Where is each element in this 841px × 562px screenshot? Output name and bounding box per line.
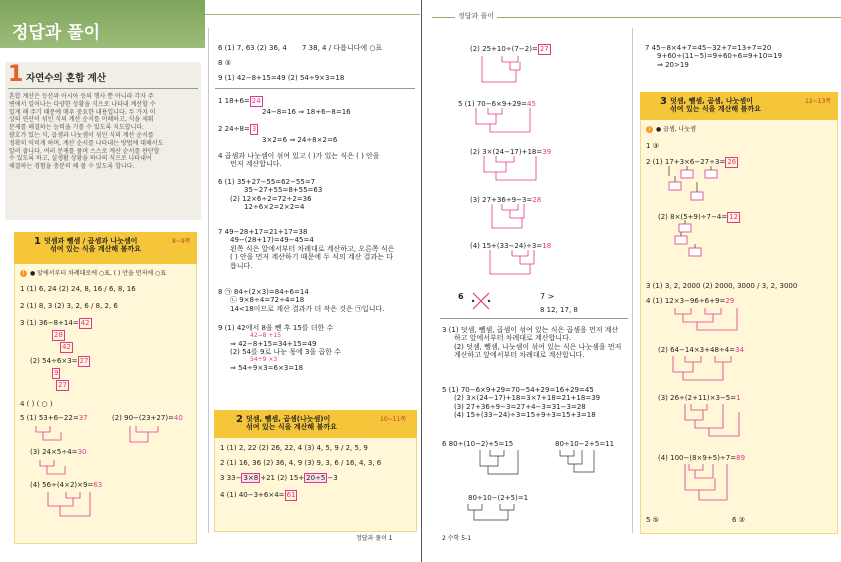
col3-r5-line4: (4) 15+(33−24)÷3=15+9÷3=15+3=18: [454, 411, 596, 420]
sec1-answer-3b-box: 27: [79, 357, 89, 365]
sec3-answer-4b-result: 34: [735, 346, 745, 354]
col3-calc-order-diagram: [462, 52, 582, 292]
section3-note-text: ● 곱셈, 나눗셈: [656, 126, 696, 133]
col3-r5b-result: 39: [542, 148, 552, 156]
center-divider: [421, 0, 422, 562]
col2-q6-line3: (2) 12×6÷2=72÷2=36: [230, 194, 312, 203]
col2-q7-line2: 49−(28+17)=49−45=4: [230, 236, 314, 245]
section3-pages: 12~13쪽: [805, 98, 832, 105]
sec2-answer-2: 2 (1) 16, 36 (2) 36, 4, 9 (3) 9, 3, 6 / 16, 4, 3, 6: [220, 459, 382, 467]
sec1-answer-3b-expr: (2) 54÷6×3=: [30, 357, 78, 365]
section2-title-line2: 섞여 있는 식을 계산해 볼까요: [246, 423, 337, 432]
intro-rule: [8, 88, 198, 89]
intro-line: 혼합 계산은 등산과 아시아 등의 행사 뿐 아니라 각자 주: [9, 93, 154, 100]
section3-title: [670, 97, 761, 114]
col2-q2-expr: 2 24÷8=: [218, 125, 250, 133]
col3-r6c: 80÷10−(2+5)=1: [468, 494, 529, 502]
intro-line: 문제를 해결하는 능력을 기를 수 있도록 지도합니다.: [9, 124, 145, 132]
col2-q1-box: 24: [251, 97, 261, 105]
intro-line: 상의 연산이 섞인 식의 계산 순서를 이해하고, 식을 세워: [9, 116, 154, 124]
sec1-answer-5a-expr: 5 (1) 53+6−22=: [20, 414, 79, 422]
col3-r5a-expr: 5 (1) 70−6×9+29=: [458, 100, 528, 108]
intro-title: 자연수의 혼합 계산: [26, 73, 107, 84]
sec1-answer-5c-expr: (3) 24×5÷4=: [30, 448, 78, 456]
col2-q6-line1: 6 (1) 35+27−55=62−55=7: [218, 178, 316, 186]
col2-q7-line4: ( ) 안을 먼저 계산하기 때문에 두 식의 계산 결과는 다: [230, 253, 393, 262]
col3-r6b: 80÷10−2+5=11: [555, 440, 615, 448]
col2-q8: [218, 288, 416, 313]
col3-r5-line1: 5 (1) 70−6×9+29=70−54+29=16+29=45: [442, 386, 594, 394]
col2-q9-sub1: 42−8 +15: [250, 332, 282, 340]
col2-top-8: 8 ③: [218, 59, 231, 67]
sec1-3b-step2: 27: [58, 381, 67, 389]
title-rule: [205, 14, 420, 15]
order-bracket: [673, 356, 731, 380]
col2-q4: [218, 152, 416, 169]
section1-pages: 8~9쪽: [172, 238, 191, 245]
col3-r8: 8 12, 17, 8: [540, 306, 578, 314]
sec1-answer-3b: [30, 356, 90, 367]
col2-q9-line4: ⇒ 54÷9×3=6×3=18: [230, 363, 304, 372]
col2-q9-line3: (2) 54를 9로 나눈 몫에 3을 곱한 수: [230, 347, 341, 356]
intro-number: 1: [8, 62, 24, 87]
sec1-answer-5c-result: 30: [77, 448, 87, 456]
intro-line: 수 있도록 하고, 실생활 상황을 하나의 식으로 나타내어: [9, 155, 152, 163]
page-title: 정답과 풀이: [12, 23, 101, 43]
col2-rule: [215, 88, 415, 89]
order-bracket: [482, 56, 520, 82]
sec1-answer-4: 4 ( ) ( ○ ): [20, 400, 53, 408]
sec1-3a-step1: 28: [54, 331, 63, 339]
sec3-answer-4a-expr: 4 (1) 12×3−96÷6+9=: [646, 297, 726, 305]
step-box: [679, 224, 691, 232]
note-icon: !: [20, 270, 27, 277]
sec3-answer-4c-result: 1: [736, 394, 741, 402]
col3-r5-line3: (3) 27+36÷9−3=27+4−3=31−3=28: [454, 402, 586, 411]
section1-note-text: ● 앞에서부터 차례대로에 ○표, ( ) 안을 먼저에 ○표: [30, 270, 167, 277]
col4-t7-line1: 7 45−8×4+7=45−32+7=13+7=20: [645, 44, 772, 52]
col3-r3-line1: 3 (1) 덧셈, 뺄셈, 곱셈이 섞여 있는 식은 곱셈을 먼저 계산: [442, 326, 619, 334]
col3-r5c-expr: (3) 27+36÷9−3=: [470, 196, 533, 204]
col3-r5c-result: 28: [532, 196, 542, 204]
sec3-answer-4c-expr: (3) 26÷(2+11)×3−5=: [658, 394, 737, 402]
col2-q2-box: 3: [251, 125, 257, 133]
col3-r6-diagram: [460, 450, 630, 530]
sec1-calc-order-diagram: [18, 420, 198, 530]
sec3-q2-diagram: [655, 166, 765, 276]
sec2-answer-3-start: 3 33−: [220, 474, 242, 482]
intro-line: 괄호가 있는 식, 곱셈과 나눗셈이 섞인 식의 계산 순서를: [9, 131, 154, 139]
col3-r6a: 6 80÷(10−2)+5=15: [442, 440, 514, 448]
col4-t7-line3: ⇒ 20>19: [657, 60, 689, 69]
col2-q9-sub2: 54÷9 ×3: [250, 356, 278, 364]
col2-q1-line2: 24−8=16 ⇒ 18+6−8=16: [262, 108, 351, 116]
col3-r2-box: 27: [539, 45, 549, 53]
col3-r5-lines: [442, 386, 600, 420]
step-box: [705, 170, 717, 178]
col2-q1-expr: 1 18+6=: [218, 97, 250, 105]
step-box: [675, 236, 687, 244]
sec3-answer-4d-expr: (4) 100−(8×9+5)÷7=: [658, 454, 737, 462]
order-bracket: [484, 156, 536, 180]
sec2-answer-4: [220, 490, 297, 501]
section1-number: 1: [34, 236, 41, 247]
order-bracket: [476, 108, 530, 132]
step-box: [681, 170, 693, 178]
col2-q6-line4: 12÷6×2=2×2=4: [244, 203, 305, 212]
col2-top-9: 9 (1) 42−8+15=49 (2) 54÷9×3=18: [218, 74, 345, 82]
sec2-answer-1: 1 (1) 2, 22 (2) 26, 22, 4 (3) 4, 5, 9 / 2, 5, 9: [220, 444, 368, 452]
sec1-answer-5d-expr: (4) 56÷(4×2)×9=: [30, 481, 94, 489]
left-footer: 정답과 풀이 1: [356, 535, 393, 542]
sec1-answer-1: 1 (1) 6, 24 (2) 24, 8, 16 / 6, 8, 16: [20, 285, 136, 293]
col2-q1: [218, 96, 263, 107]
col3-r6: 6: [458, 292, 464, 301]
order-bracket: [468, 504, 514, 520]
col2-q2-line2: 3×2=6 ⇒ 24÷8×2=6: [262, 136, 338, 144]
sec3-answer-3: 3 (1) 3, 2, 2000 (2) 2000, 3000 / 3, 2, 3000: [646, 282, 798, 290]
sec3-answer-4a-result: 29: [725, 297, 735, 305]
col3-r3-line2: 하고 앞에서부터 차례대로 계산합니다.: [454, 334, 572, 343]
step-box: [669, 182, 681, 190]
col2-q7: [218, 228, 416, 270]
section1-note: [20, 270, 166, 278]
section3-note: [646, 126, 696, 134]
right-footer: 2 수학 5-1: [442, 535, 472, 542]
order-bracket: [130, 426, 158, 442]
col2-q9-line2: ⇒ 42−8+15=34+15=49: [230, 339, 317, 348]
col3-r5d-expr: (4) 15+(33−24)÷3=: [470, 242, 543, 250]
sec1-answer-3a-box: 42: [80, 319, 90, 327]
order-bracket: [492, 204, 524, 228]
sec3-answer-2a-expr: 2 (1) 17+3×6−27÷3=: [646, 158, 726, 166]
col2-q4-line2: 먼저 계산합니다.: [230, 160, 282, 169]
section2-title: [246, 415, 337, 432]
order-bracket: [560, 450, 594, 472]
col-divider-left: [208, 28, 209, 533]
col4-t7: [645, 44, 782, 69]
sec2-answer-3-highlight: 3×8: [243, 474, 259, 482]
col2-q4-line1: 4 곱셈과 나눗셈이 섞여 있고 ( )가 있는 식은 ( ) 안을: [218, 152, 380, 160]
col3-r3: [442, 326, 630, 360]
sec3-answer-1: 1 ③: [646, 142, 659, 150]
col-divider-right: [632, 28, 633, 533]
col2-top-7: 7 38, 4 / 다릅니다에 ○표: [302, 44, 383, 52]
col2-q9: [218, 324, 416, 372]
col2-q8-line2: ㉡ 9×8÷4=72÷4=18: [230, 296, 305, 305]
sec3-answer-5: 5 ⑤: [646, 516, 659, 524]
col2-q7-line1: 7 49−28+17=21+17=38: [218, 228, 308, 236]
col2-q7-line3: 왼쪽 식은 앞에서부터 차례대로 계산하고, 오른쪽 식은: [230, 244, 395, 253]
sec2-answer-3: [220, 474, 338, 482]
sec1-answer-5b-expr: (2) 90−(23+27)=: [112, 414, 174, 422]
section1-title: [44, 237, 141, 254]
order-bracket: [685, 464, 727, 500]
right-header-title: 정답과 풀이: [455, 12, 497, 20]
col3-r3-line4: 계산하고 앞에서부터 차례대로 계산합니다.: [454, 351, 585, 360]
col2-q9-line1: 9 (1) 42에서 8을 뺀 후 15를 더한 수: [218, 324, 334, 332]
order-bracket: [480, 450, 518, 474]
col2-q6-line2: 35−27+55=8+55=63: [244, 186, 323, 195]
sec3-answer-4d-result: 89: [736, 454, 746, 462]
sec3-answer-2b-box: 12: [729, 213, 739, 221]
sec1-answer-3a: [20, 318, 92, 329]
sec3-q4-diagram: [665, 304, 785, 514]
sec3-answer-6: 6 ③: [732, 516, 745, 524]
step-box: [689, 248, 701, 256]
sec1-answer-3a-expr: 3 (1) 36−8+14=: [20, 319, 79, 327]
col2-q8-line3: 14<18이므로 계산 결과가 더 작은 것은 ㉠입니다.: [230, 304, 385, 313]
order-bracket: [675, 308, 737, 330]
intro-text: [9, 93, 197, 171]
intro-line: 변에서 일어나는 다양한 상황을 식으로 나타내 계산할 수: [9, 100, 156, 108]
col2-q2: [218, 124, 258, 135]
intro-line: 있게 해 주기 때문에 매우 중요한 내용입니다. 두 가지 이: [9, 108, 156, 116]
sec2-answer-3-highlight2: 20÷5: [306, 474, 326, 482]
col3-r5d-result: 18: [542, 242, 552, 250]
sec3-answer-2b-expr: (2) 8×(5+9)÷7−4=: [658, 213, 728, 221]
sec3-answer-2a-box: 26: [727, 158, 737, 166]
section3-title-line2: 섞여 있는 식을 계산해 볼까요: [670, 105, 761, 114]
sec2-answer-4-expr: 4 (1) 40−3+6×4=: [220, 491, 285, 499]
sec2-answer-3-end: +21 (2) 15+: [260, 474, 305, 482]
section2-title-line1: 덧셈, 뺄셈, 곱셈(나눗셈)이: [246, 415, 331, 423]
col3-rule: [440, 318, 628, 319]
sec1-3b-step1: 9: [54, 369, 59, 377]
sec1-answer-5a-result: 37: [78, 414, 88, 422]
sec1-answer-5d-result: 63: [93, 481, 103, 489]
sec3-answer-4b-expr: (2) 64−14×3+48÷4=: [658, 346, 736, 354]
section1-title-line2: 섞여 있는 식을 계산해 볼까요: [50, 245, 141, 254]
col3-r2-expr: (2) 25+10÷(7−2)=: [470, 45, 538, 53]
sec2-answer-4-box: 61: [286, 491, 296, 499]
col2-q7-line5: 릅니다.: [230, 261, 253, 270]
col2-top-6: 6 (1) 7, 63 (2) 36, 4: [218, 44, 287, 52]
section1-title-line1: 덧셈과 뺄셈 / 곱셈과 나눗셈이: [44, 237, 138, 245]
col2-q8-line1: 8 ㉠ 84÷(2×3)=84÷6=14: [218, 288, 309, 296]
order-bracket: [685, 404, 739, 436]
order-bracket: [40, 460, 65, 474]
order-bracket: [36, 426, 61, 440]
intro-line: 해결하는 경험을 충분히 해 볼 수 있도록 합니다.: [9, 163, 135, 171]
section3-number: 3: [660, 96, 667, 107]
note-icon: !: [646, 126, 653, 133]
col3-r7: 7 >: [540, 292, 555, 301]
section2-pages: 10~11쪽: [380, 416, 407, 423]
section3-title-line1: 덧셈, 뺄셈, 곱셈, 나눗셈이: [670, 97, 753, 105]
intro-line: 정확히 익히게 하며, 계산 순서를 나타내는 방법에 대해서도: [9, 139, 164, 147]
sec2-answer-3-end2: −3: [327, 474, 338, 482]
col3-r3-line3: (2) 덧셈, 뺄셈, 나눗셈이 섞여 있는 식은 나눗셈을 먼저: [454, 342, 622, 351]
step-box: [691, 192, 703, 200]
order-bracket: [490, 250, 534, 274]
cross-mark-icon: [470, 290, 492, 312]
col3-r5b-expr: (2) 3×(24−17)+18=: [470, 148, 543, 156]
intro-line: 알려 줍니다. 여러 문제를 풀며 스스로 계산 순서를 판단할: [9, 147, 160, 155]
col4-t7-line2: 9+60÷(11−5)=9+60÷6=9+10=19: [657, 52, 783, 61]
section2-number: 2: [236, 414, 243, 425]
col3-r5-line2: (2) 3×(24−17)+18=3×7+18=21+18=39: [454, 394, 601, 403]
col2-q6: [218, 178, 322, 212]
sec1-answer-2: 2 (1) 8, 3 (2) 3, 2, 6 / 8, 2, 6: [20, 302, 118, 310]
sec1-3a-step2: 42: [62, 343, 71, 351]
col3-r5a-result: 45: [527, 100, 536, 108]
sec1-answer-5b-result: 40: [173, 414, 183, 422]
order-bracket: [48, 492, 90, 516]
